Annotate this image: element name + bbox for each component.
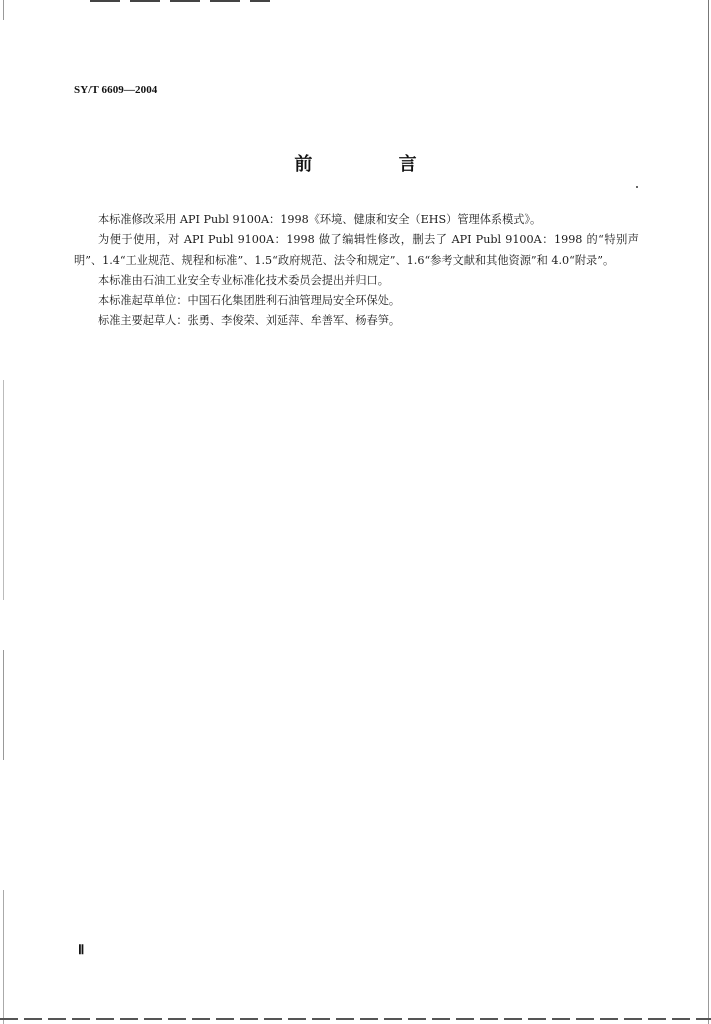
paragraph-modifications: 为便于使用，对 API Publ 9100A：1998 做了编辑性修改，删去了 API Publ 9100A：1998 的“特别声明”、1.4“工业规范、规程和标准”、1.5“政府规范、法令和规定”、1.6“参考文献和其他资源”和 4.0“附录”。 [74, 233, 639, 267]
scan-edge-top [90, 0, 270, 2]
paragraph-proposer: 本标准由石油工业安全专业标准化技术委员会提出并归口。 [98, 273, 389, 287]
scan-speck [636, 186, 638, 188]
page-title: 前 言 [294, 154, 457, 175]
standard-code: SY/T 6609—2004 [74, 84, 158, 96]
paragraph-drafters: 标准主要起草人：张勇、李俊荣、刘延萍、牟善军、杨春笋。 [98, 314, 401, 328]
paragraph-drafting-unit: 本标准起草单位：中国石化集团胜利石油管理局安全环保处。 [98, 294, 401, 308]
foreword-body [74, 210, 639, 332]
scan-edge-bottom [0, 1018, 711, 1020]
paragraph-adoption: 本标准修改采用 API Publ 9100A：1998《环境、健康和安全（EHS）管理体系模式》。 [98, 213, 542, 226]
page-number: Ⅱ [78, 942, 85, 957]
